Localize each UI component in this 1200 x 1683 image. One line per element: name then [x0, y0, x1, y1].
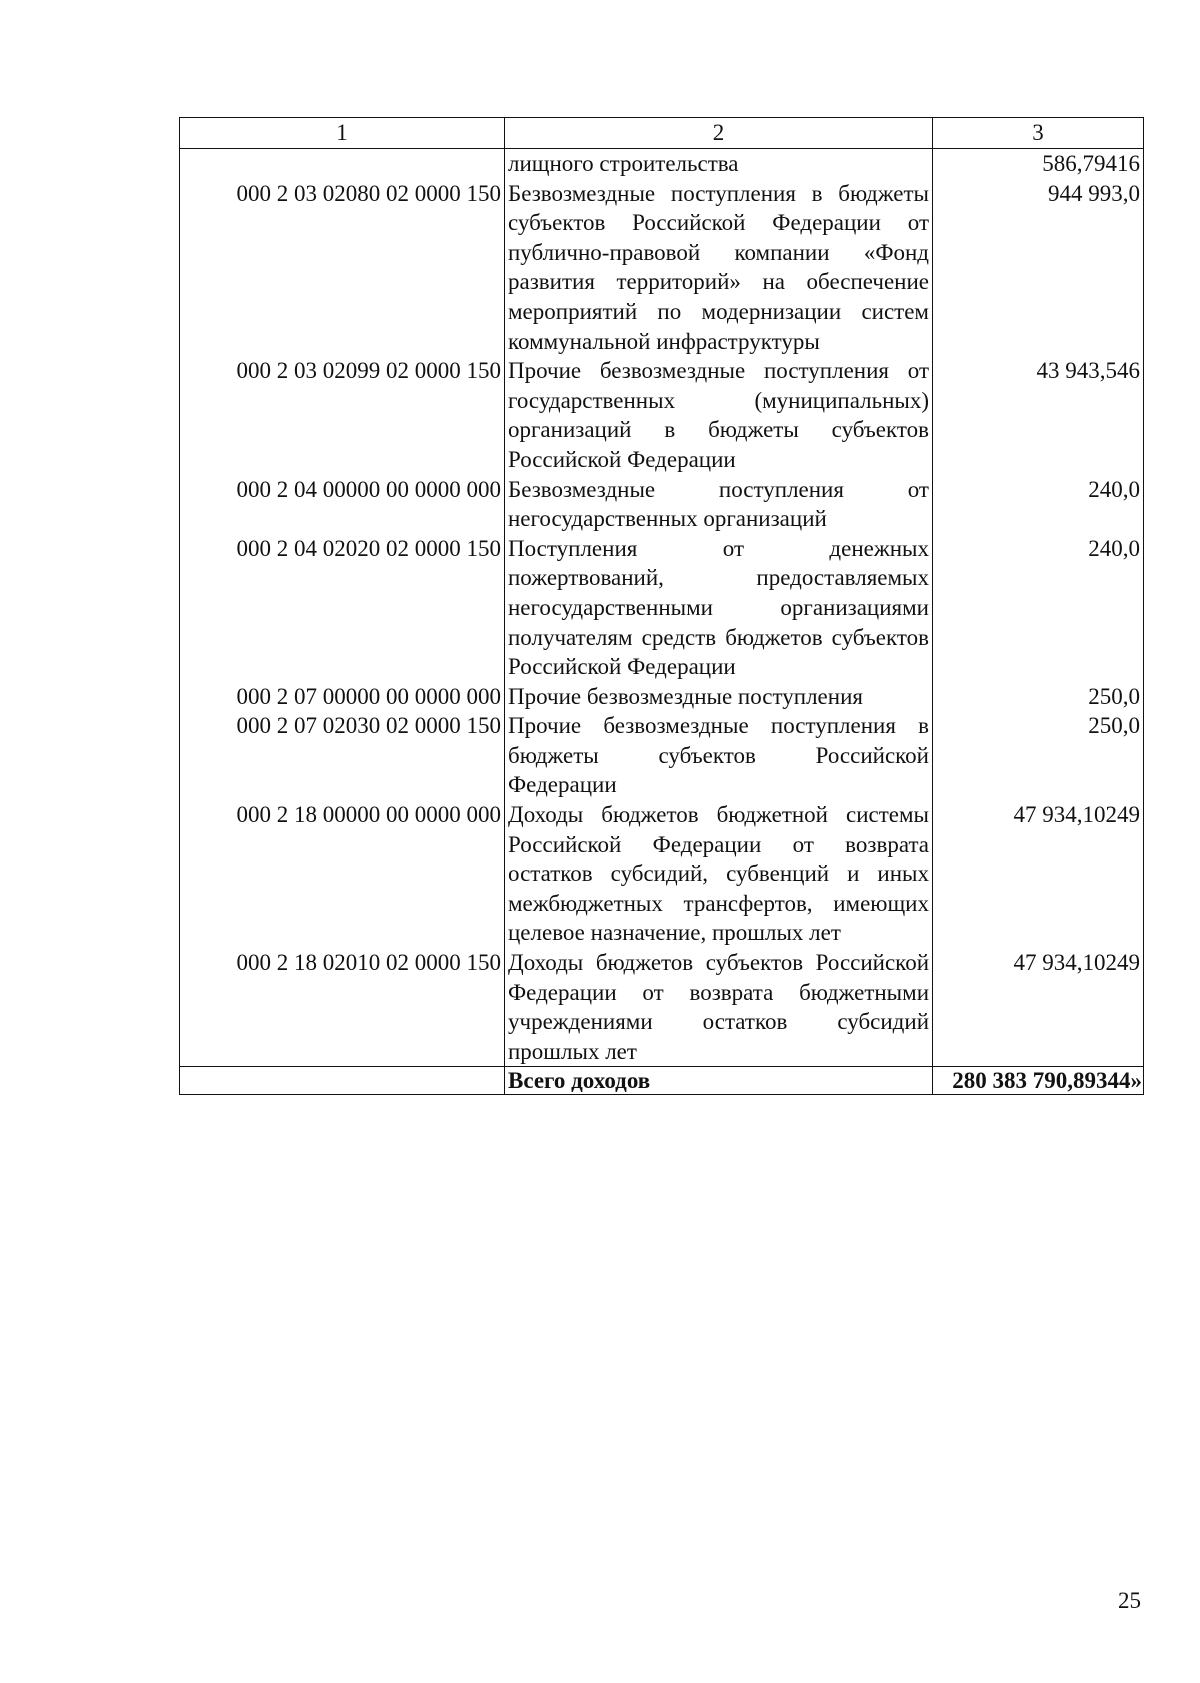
row-name: Доходы бюджетов субъектов Российской Федерации от возврата бюджетными учреждениями остатков субсидий прошлых лет — [505, 948, 933, 1067]
table-row — [180, 534, 1144, 682]
row-code: 000 2 18 00000 00 0000 000 — [180, 800, 505, 948]
row-name: Прочие безвозмездные поступления — [505, 682, 933, 712]
header-row — [180, 118, 1144, 149]
table-row — [180, 682, 1144, 712]
row-amount: 250,0 — [933, 682, 1144, 712]
row-code: 000 2 03 02099 02 0000 150 — [180, 356, 505, 474]
row-amount: 250,0 — [933, 711, 1144, 800]
table-row — [180, 475, 1144, 534]
row-code: 000 2 03 02080 02 0000 150 — [180, 179, 505, 357]
table-row — [180, 800, 1144, 948]
header-col-1: 1 — [180, 118, 505, 149]
row-code: 000 2 07 02030 02 0000 150 — [180, 711, 505, 800]
total-label: Всего доходов — [505, 1067, 933, 1095]
row-name: Прочие безвозмездные поступления в бюджеты субъектов Российской Федерации — [505, 711, 933, 800]
table-row — [180, 149, 1144, 179]
header-col-2: 2 — [505, 118, 933, 149]
row-amount: 47 934,10249 — [933, 948, 1144, 1067]
row-code: 000 2 04 00000 00 0000 000 — [180, 475, 505, 534]
table-row — [180, 356, 1144, 474]
table-body — [180, 149, 1144, 1095]
total-code — [180, 1067, 505, 1095]
revenue-table — [179, 117, 1144, 1095]
row-name: лищного строительства — [505, 149, 933, 179]
row-amount: 240,0 — [933, 534, 1144, 682]
row-name: Прочие безвозмездные поступления от государственных (муниципальных) организаций в бюджеты субъектов Российской Федерации — [505, 356, 933, 474]
table-row — [180, 711, 1144, 800]
total-row — [180, 1067, 1144, 1095]
page-number: 25 — [1118, 1588, 1141, 1613]
row-amount: 586,79416 — [933, 149, 1144, 179]
row-name: Безвозмездные поступления в бюджеты субъектов Российской Федерации от публично-правовой компании «Фонд развития территорий» на обеспечение мероприятий по модернизации систем коммунальной инфраструктуры — [505, 179, 933, 357]
row-amount: 944 993,0 — [933, 179, 1144, 357]
row-code: 000 2 18 02010 02 0000 150 — [180, 948, 505, 1067]
row-amount: 43 943,546 — [933, 356, 1144, 474]
row-code: 000 2 04 02020 02 0000 150 — [180, 534, 505, 682]
table-header — [180, 118, 1144, 149]
row-name: Поступления от денежных пожертвований, предоставляемых негосударственными организациями получателям средств бюджетов субъектов Российской Федерации — [505, 534, 933, 682]
row-name: Безвозмездные поступления от негосударственных организаций — [505, 475, 933, 534]
row-code — [180, 149, 505, 179]
table-row — [180, 948, 1144, 1067]
row-name: Доходы бюджетов бюджетной системы Российской Федерации от возврата остатков субсидий, субвенций и иных межбюджетных трансфертов, имеющих целевое назначение, прошлых лет — [505, 800, 933, 948]
header-col-3: 3 — [933, 118, 1144, 149]
row-code: 000 2 07 00000 00 0000 000 — [180, 682, 505, 712]
table-row — [180, 179, 1144, 357]
row-amount: 47 934,10249 — [933, 800, 1144, 948]
total-amount: 280 383 790,89344» — [933, 1067, 1144, 1095]
row-amount: 240,0 — [933, 475, 1144, 534]
